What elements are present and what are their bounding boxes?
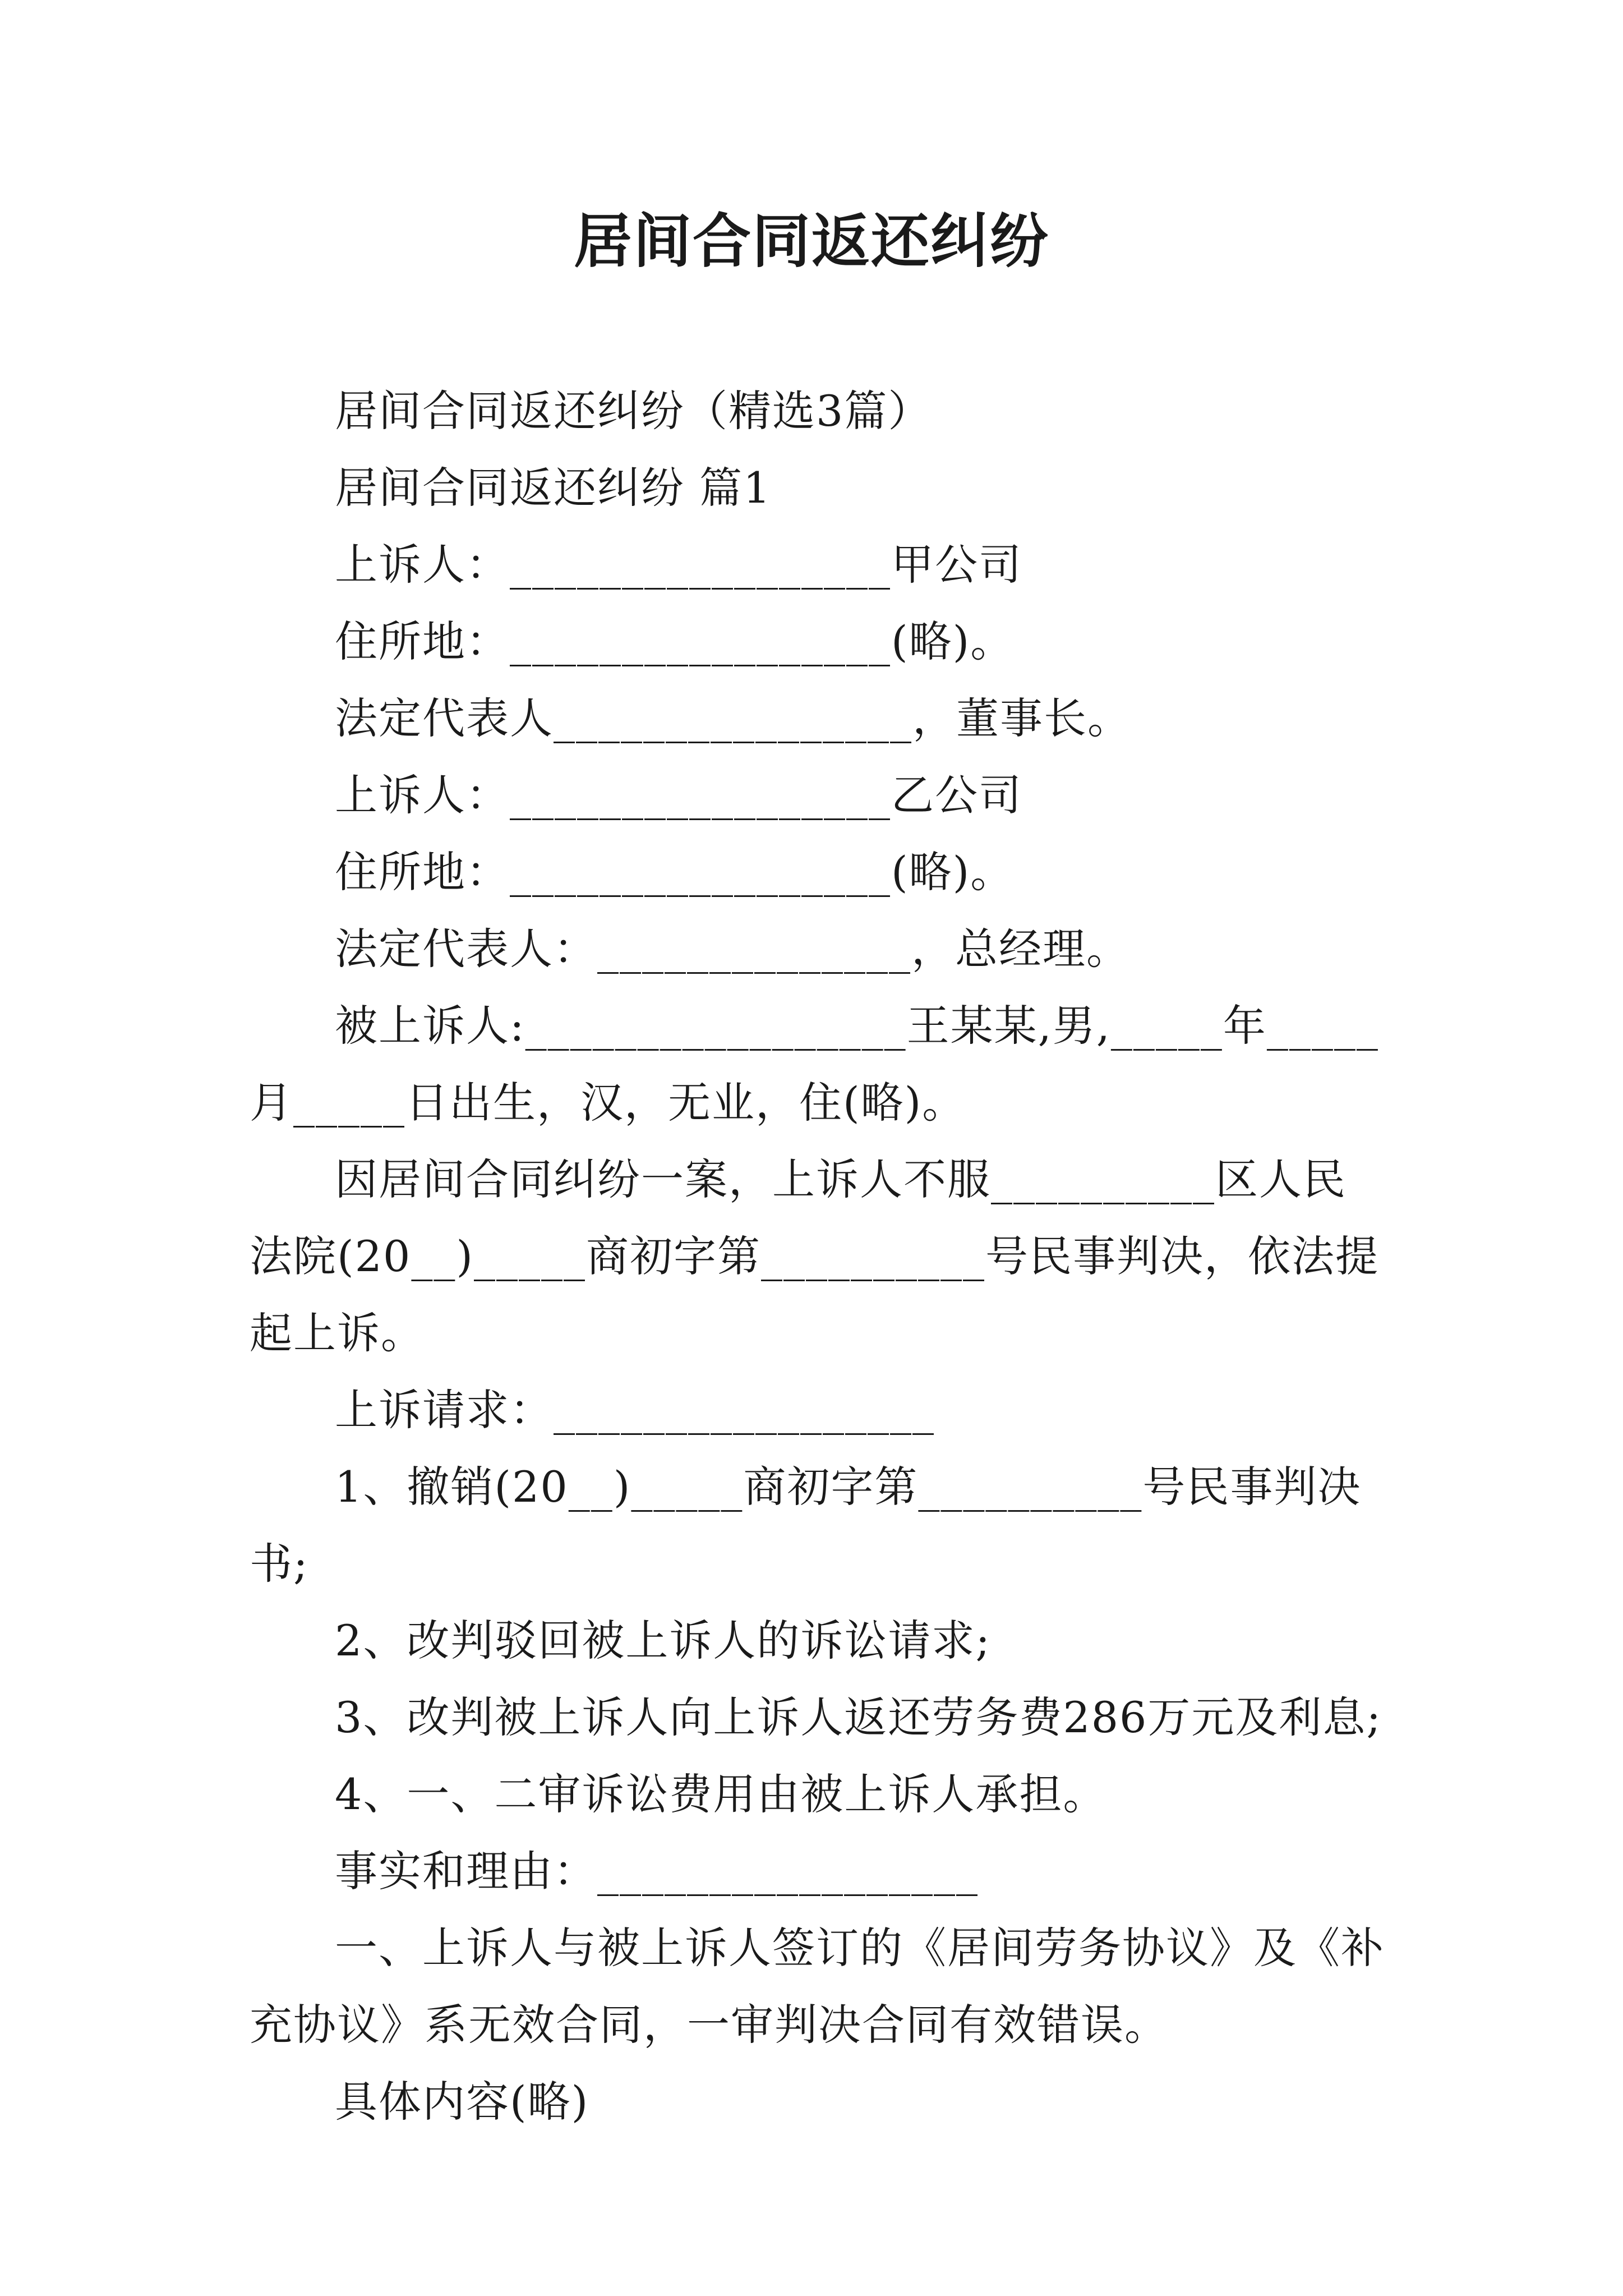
paragraph-request-1: 1、撤销(20__)_____商初字第__________号民事判决书; [250, 1462, 1362, 1589]
paragraph-request-2: 2、改判驳回被上诉人的诉讼请求; [335, 1616, 991, 1665]
paragraph-legal-rep-1: 法定代表人________________，董事长。 [335, 693, 1131, 743]
paragraph-request-4: 4、一、二审诉讼费用由被上诉人承担。 [335, 1769, 1107, 1819]
paragraph-request-3: 3、改判被上诉人向上诉人返还劳务费286万元及利息; [335, 1692, 1382, 1742]
paragraph-section-heading: 居间合同返还纠纷 篇1 [335, 463, 772, 513]
paragraph-facts-heading: 事实和理由：_________________ [335, 1846, 979, 1896]
paragraph-details: 具体内容(略) [335, 2077, 589, 2127]
paragraph-fact-1: 一、上诉人与被上诉人签订的《居间劳务协议》及《补充协议》系无效合同，一审判决合同有效错误。 [250, 1923, 1385, 2050]
paragraph-appellant-1: 上诉人：_________________甲公司 [335, 540, 1022, 590]
paragraph-legal-rep-2: 法定代表人：______________，总经理。 [335, 924, 1130, 974]
paragraph-address-2: 住所地：_________________(略)。 [335, 847, 1015, 897]
paragraph-appeal-request-heading: 上诉请求：_________________ [335, 1385, 935, 1435]
paragraph-appellant-2: 上诉人：_________________乙公司 [335, 770, 1022, 820]
document-title: 居间合同返还纠纷 [573, 206, 1049, 275]
paragraph-appellee: 被上诉人:_________________王某某,男,_____年_____月_____日出生，汉，无业，住(略)。 [250, 1001, 1379, 1128]
paragraph-subtitle: 居间合同返还纠纷（精选3篇） [335, 386, 932, 436]
paragraph-case-intro: 因居间合同纠纷一案，上诉人不服__________区人民法院(20__)_____商初字第__________号民事判决，依法提起上诉。 [250, 1154, 1380, 1358]
paragraph-address-1: 住所地：_________________(略)。 [335, 616, 1015, 666]
document-body [250, 372, 1388, 2140]
